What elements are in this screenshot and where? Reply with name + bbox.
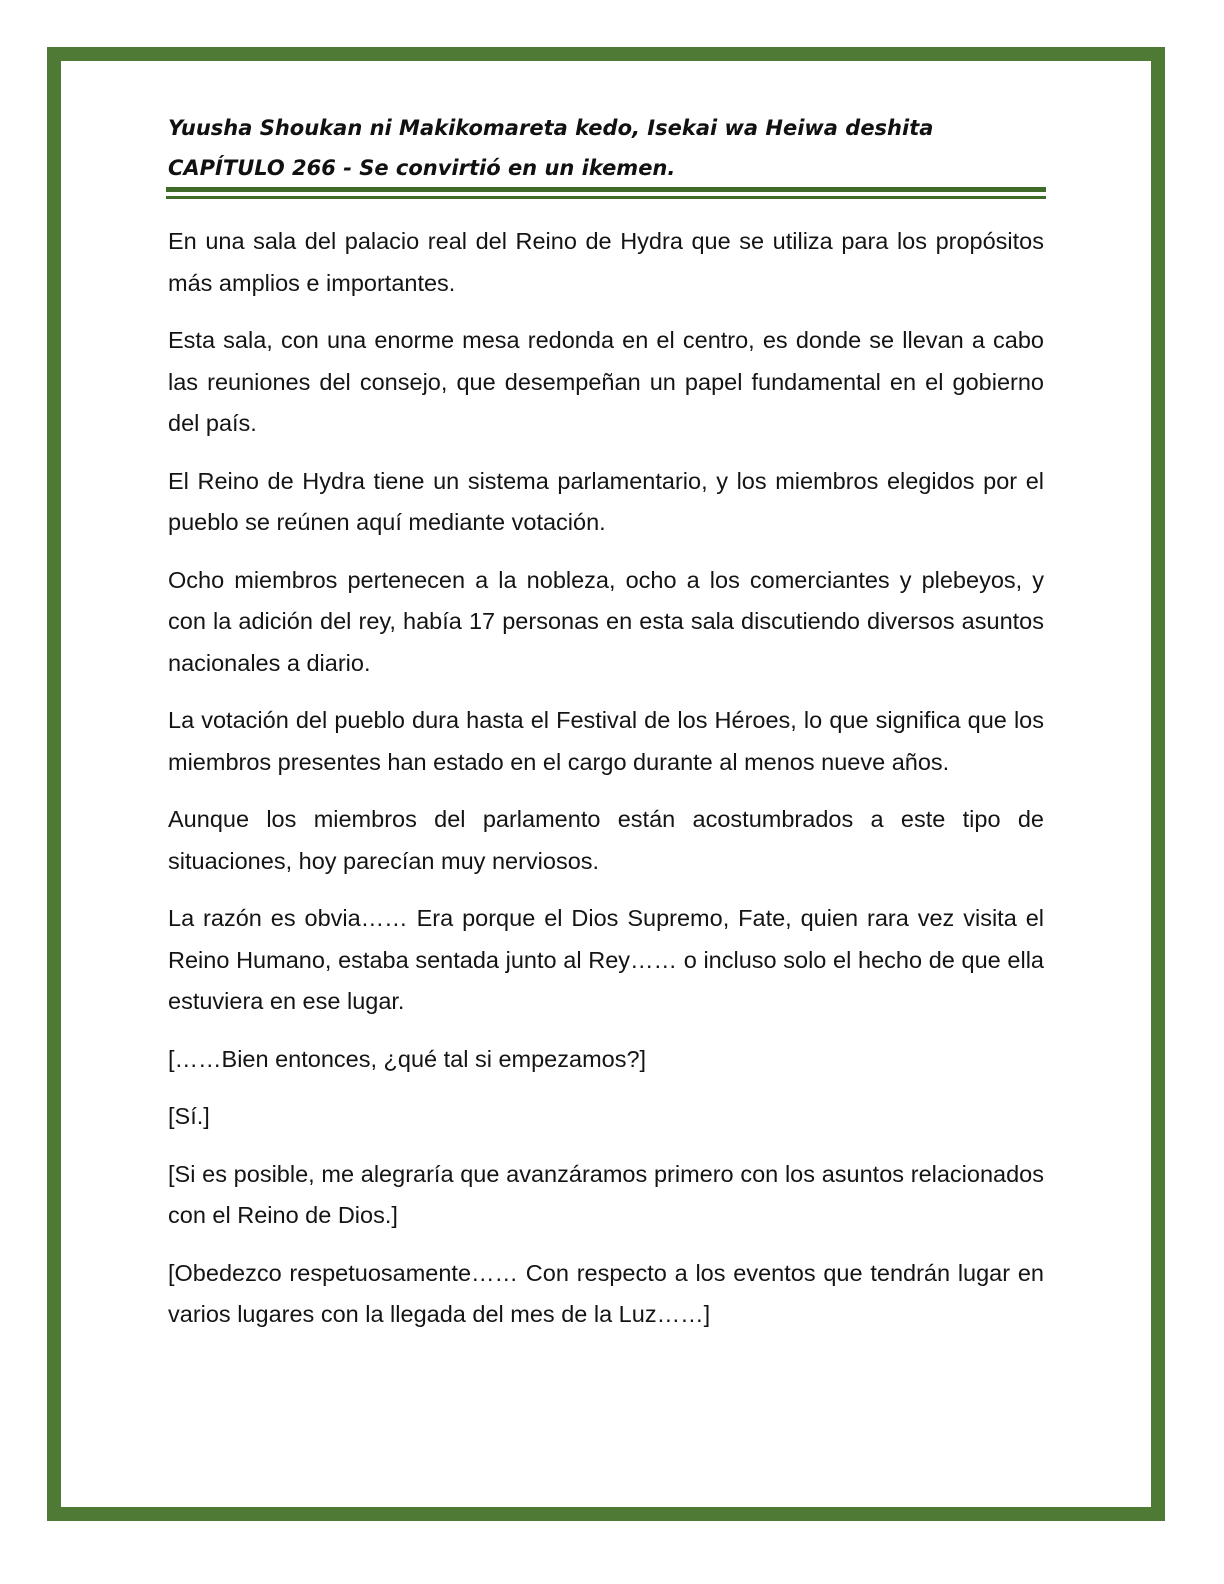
header-divider-thick	[166, 187, 1046, 192]
dialogue-4: [Obedezco respetuosamente…… Con respecto a los eventos que tendrán lugar en varios lugares con la llegada del mes de la Luz……]	[168, 1259, 1044, 1327]
dialogue-3: [Si es posible, me alegraría que avanzáramos primero con los asuntos relacionados con el Reino de Dios.]	[168, 1160, 1044, 1228]
paragraph-3: El Reino de Hydra tiene un sistema parlamentario, y los miembros elegidos por el pueblo se reúnen aquí mediante votación.	[168, 467, 1044, 535]
paragraph-5: La votación del pueblo dura hasta el Festival de los Héroes, lo que significa que los miembros presentes han estado en el cargo durante al menos nueve años.	[168, 707, 1044, 775]
paragraph-6: Aunque los miembros del parlamento están acostumbrados a este tipo de situaciones, hoy parecían muy nerviosos.	[168, 806, 1044, 874]
header-divider-thin	[166, 196, 1046, 199]
paragraph-1: En una sala del palacio real del Reino de Hydra que se utiliza para los propósitos más amplios e importantes.	[168, 228, 1044, 296]
dialogue-2: [Sí.]	[168, 1103, 210, 1129]
series-title: Yuusha Shoukan ni Makikomareta kedo, Isekai wa Heiwa deshita	[168, 116, 934, 140]
document-header	[168, 108, 1046, 188]
paragraph-2: Esta sala, con una enorme mesa redonda en el centro, es donde se llevan a cabo las reuniones del consejo, que desempeñan un papel fundamental en el gobierno del país.	[168, 327, 1044, 436]
chapter-body	[168, 221, 1044, 1352]
paragraph-7: La razón es obvia…… Era porque el Dios Supremo, Fate, quien rara vez visita el Reino Humano, estaba sentada junto al Rey…… o incluso solo el hecho de que ella estuviera en ese lugar.	[168, 905, 1044, 1014]
chapter-title: CAPÍTULO 266 - Se convirtió en un ikemen.	[168, 156, 676, 180]
paragraph-4: Ocho miembros pertenecen a la nobleza, ocho a los comerciantes y plebeyos, y con la adición del rey, había 17 personas en esta sala discutiendo diversos asuntos nacionales a diario.	[168, 566, 1044, 676]
dialogue-1: [……Bien entonces, ¿qué tal si empezamos?]	[168, 1045, 647, 1072]
